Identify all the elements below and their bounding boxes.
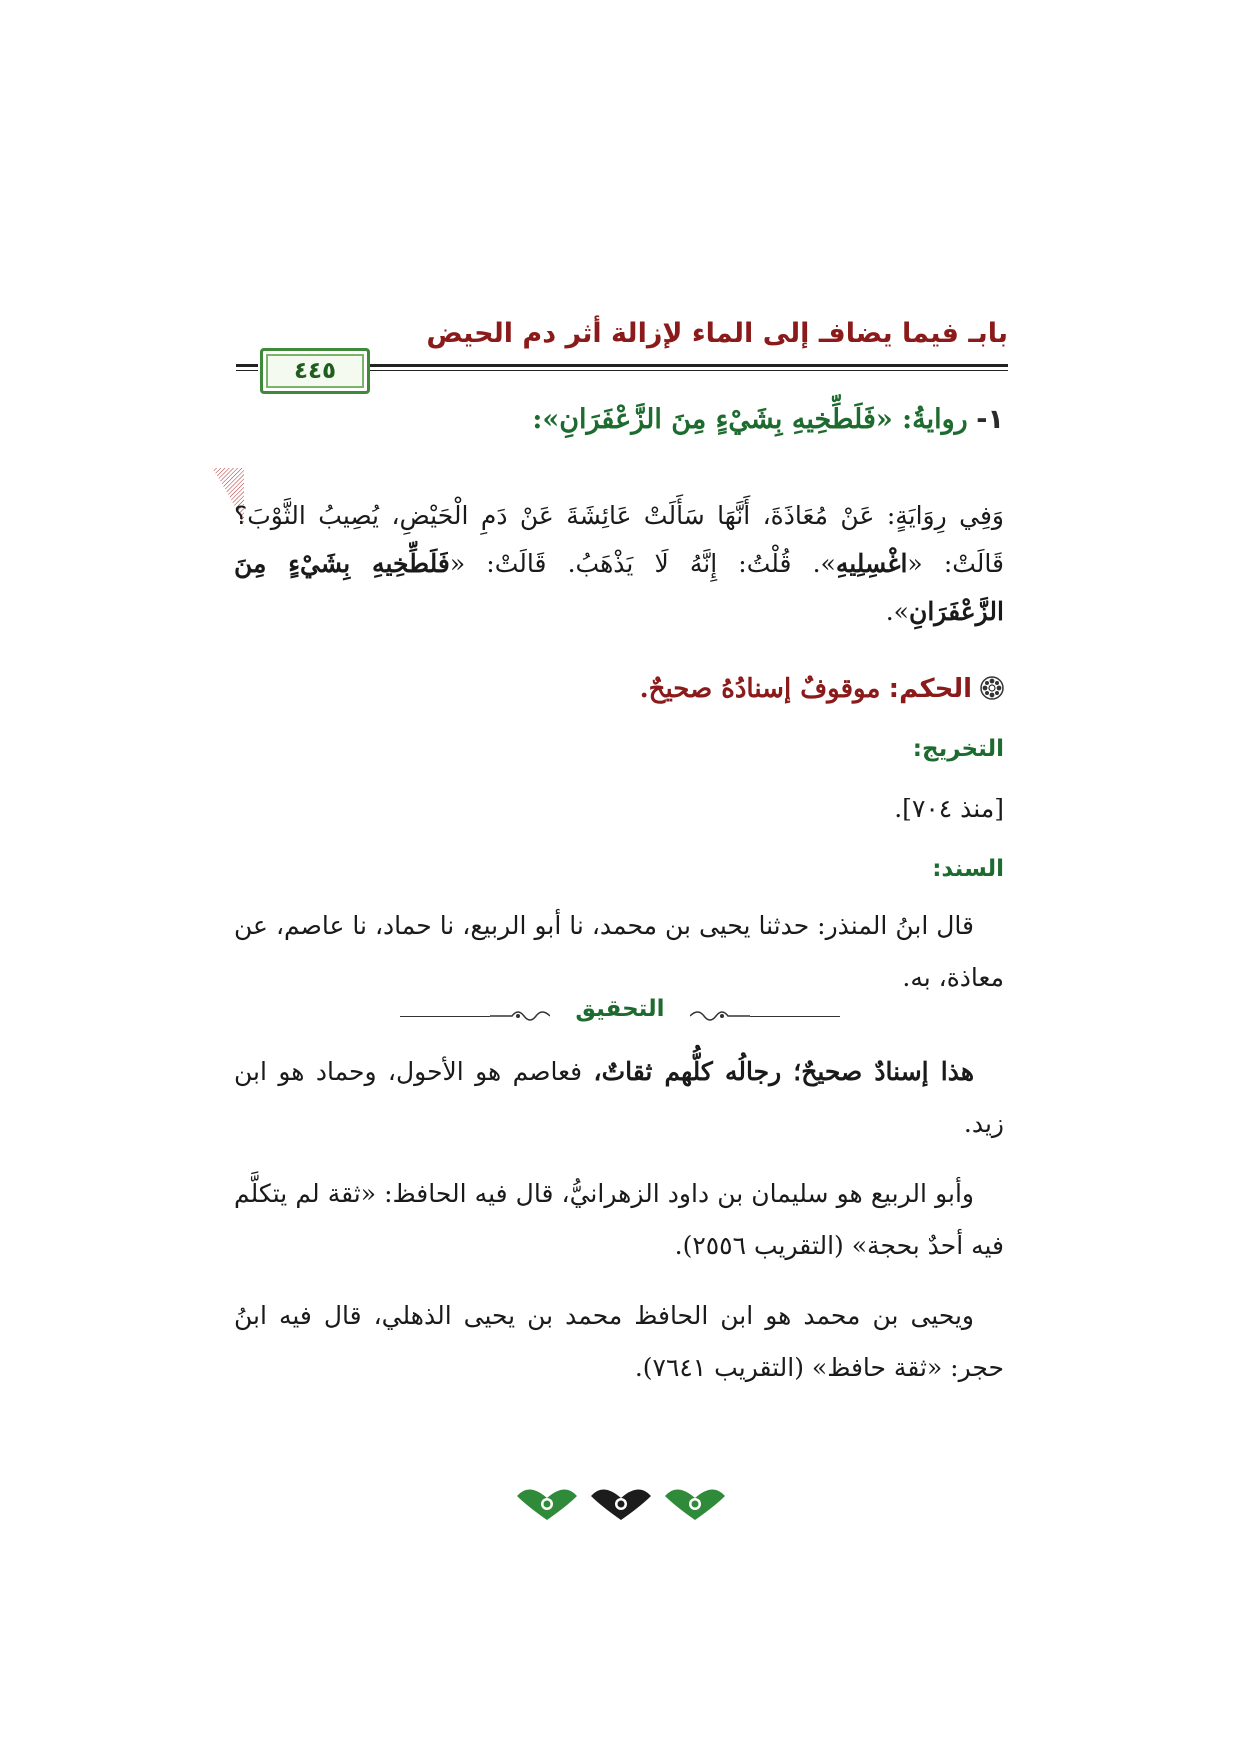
header-rule xyxy=(368,364,1008,367)
header-rule xyxy=(236,370,258,371)
tahqiq-paragraph: ويحيى بن محمد هو ابن الحافظ محمد بن يحيى الذهلي، قال فيه ابنُ حجر: «ثقة حافظ» (التقريب ٧٦٤١). xyxy=(234,1301,1004,1382)
page-number-badge xyxy=(260,348,370,394)
narration-part: ». قُلْتُ: إِنَّهُ لَا يَذْهَبُ. قَالَتْ: « xyxy=(449,549,836,578)
tahqiq-text: فعاصم هو الأحول، وحماد هو ابن زيد. xyxy=(234,1057,1004,1138)
ruling-label: الحكم: xyxy=(888,674,972,704)
sanad-text: قال ابنُ المنذر: حدثنا يحيى بن محمد، نا أبو الربيع، نا حماد، نا عاصم، عن معاذة، به. xyxy=(234,911,1004,992)
divider-line xyxy=(750,1016,840,1017)
takhrij-text: [منذ ٧٠٤]. xyxy=(894,794,1004,823)
scroll-ornament-icon xyxy=(690,1006,750,1026)
narration-part: وَفِي رِوَايَةٍ: عَنْ مُعَاذَةَ، أَنَّهَا سَأَلَتْ عَائِشَةَ عَنْ دَمِ الْحَيْضِ، يُصِيبُ الثَّوْبَ؟ قَالَتْ: « xyxy=(234,501,1004,578)
tahqiq-title: التحقيق xyxy=(575,996,665,1022)
narration-part: ». xyxy=(885,597,909,626)
page-number: ٤٤٥ xyxy=(293,358,337,384)
end-ornament-icon xyxy=(510,1480,732,1524)
tahqiq-paragraph xyxy=(234,1046,1004,1150)
narration-bold: فَلَطِّخِيهِ بِشَيْءٍ مِنَ الزَّعْفَرَانِ xyxy=(234,549,1004,626)
section-heading xyxy=(532,404,1004,435)
ruling-text: موقوفٌ إسنادُهُ صحيحٌ. xyxy=(639,674,881,704)
narration-bold: اغْسِلِيهِ xyxy=(835,549,908,578)
narration-text xyxy=(234,492,1004,636)
ruling-line xyxy=(640,674,1004,704)
header-rule xyxy=(368,370,1008,371)
tahqiq-paragraph: وأبو الربيع هو سليمان بن داود الزهرانيُّ، قال فيه الحافظ: «ثقة لم يتكلَّم فيه أحدٌ بحجة» (التقريب ٢٥٥٦). xyxy=(234,1179,1004,1260)
running-title: بابـ فيما يضافـ إلى الماء لإزالة أثر دم الحيض xyxy=(426,318,1008,349)
takhrij-label: التخريج: xyxy=(912,736,1004,762)
page-header xyxy=(236,318,1008,384)
section-number: ١- xyxy=(976,404,1004,435)
section-title: روايةُ: «فَلَطِّخِيهِ بِشَيْءٍ مِنَ الزَّعْفَرَانِ»: xyxy=(532,404,968,435)
sanad-label: السند: xyxy=(932,856,1004,882)
flower-bullet-icon xyxy=(980,676,1004,700)
tahqiq-bold: هذا إسنادٌ صحيحٌ؛ رجالُه كلُّهم ثقاتٌ، xyxy=(593,1057,975,1086)
header-rule xyxy=(236,364,258,367)
tahqiq-divider xyxy=(400,996,840,1036)
